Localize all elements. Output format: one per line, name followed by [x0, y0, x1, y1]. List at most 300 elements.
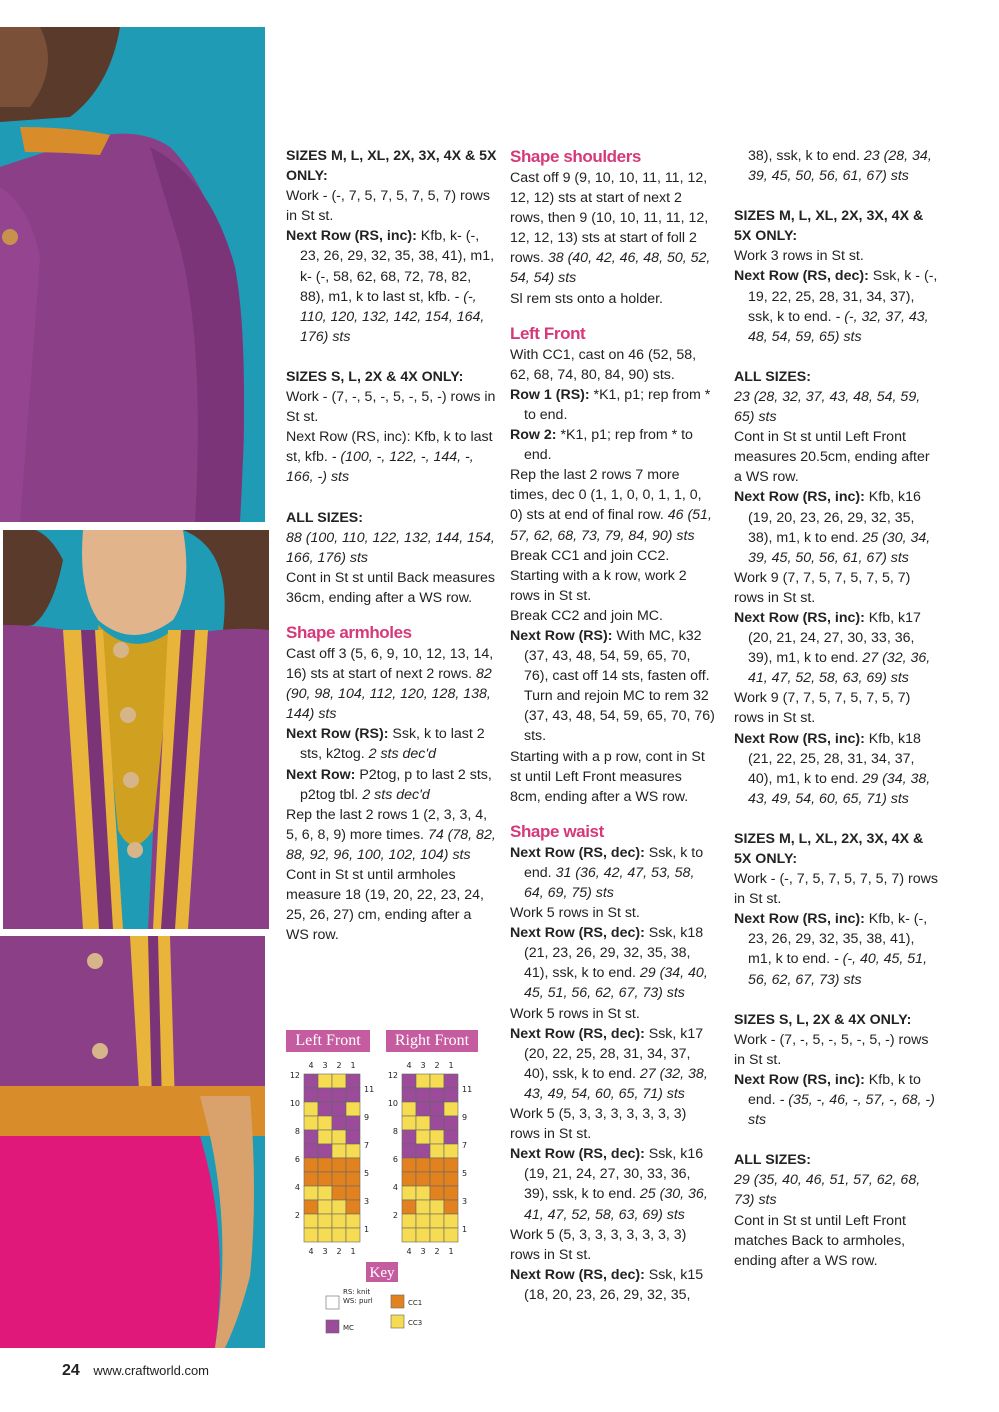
instruction-label: Next Row (RS, dec): [510, 1146, 645, 1163]
instruction-paragraph [734, 1070, 939, 1130]
instruction-text: Work - (7, -, 5, -, 5, -, 5, -) rows in St st. [734, 1031, 929, 1068]
section-heading: Left Front [510, 323, 586, 343]
right-front-chart-cell [430, 1144, 444, 1158]
left-front-chart-cell [332, 1074, 346, 1088]
stitch-count: 2 sts dec'd [362, 786, 430, 803]
left-front-col-label-bottom: 1 [350, 1247, 356, 1256]
chart-grids [286, 1030, 486, 1340]
instruction-label: Next Row (RS, dec): [510, 1266, 645, 1283]
left-front-chart-cell [332, 1102, 346, 1116]
right-front-chart-cell [402, 1116, 416, 1130]
left-front-col-label: 4 [308, 1061, 314, 1070]
left-front-chart-cell [318, 1214, 332, 1228]
instruction-label: Next Row (RS, dec): [510, 1025, 645, 1042]
size-heading: ALL SIZES: [734, 1152, 811, 1169]
left-front-chart-cell [346, 1214, 360, 1228]
right-front-row-label: 6 [392, 1155, 398, 1164]
instruction-label: Next Row (RS, inc): [734, 489, 865, 506]
stitch-count: 31 (36, 42, 47, 53, 58, 64, 69, 75) sts [524, 864, 695, 901]
right-front-chart-cell [444, 1158, 458, 1172]
right-front-chart-cell [416, 1228, 430, 1242]
spacer [734, 990, 939, 1010]
instruction-paragraph [286, 724, 498, 764]
page-number: 24 [62, 1362, 80, 1379]
stitch-count: - (-, 110, 120, 132, 142, 154, 164, 176) sts [300, 288, 485, 345]
right-front-row-label: 9 [462, 1113, 468, 1122]
instruction-paragraph [510, 626, 715, 747]
right-front-chart-cell [416, 1200, 430, 1214]
right-front-row-label: 3 [462, 1197, 468, 1206]
instruction-text: Next Row (RS, inc): Kfb, k to last st, kfb. [286, 429, 493, 466]
instruction-label: Next Row (RS, inc): [734, 609, 865, 626]
left-front-row-label: 2 [294, 1211, 300, 1220]
footer-url: www.craftworld.com [93, 1363, 209, 1378]
right-front-chart-cell [430, 1214, 444, 1228]
left-front-chart-cell [318, 1102, 332, 1116]
right-front-chart-cell [444, 1102, 458, 1116]
text-column-2 [510, 146, 715, 1305]
key-label-cc3: CC3 [408, 1319, 423, 1327]
instruction-text: Ssk, k - (-, 19, 22, 25, 28, 31, 34, 37), ssk, k to end. [748, 268, 938, 325]
instruction-text: Cast off 3 (5, 6, 9, 10, 12, 13, 14, 16) sts at start of next 2 rows. [286, 645, 494, 683]
text-column-1 [286, 146, 498, 945]
left-front-row-label: 6 [294, 1155, 300, 1164]
left-front-row-label: 5 [364, 1169, 370, 1178]
spacer [734, 186, 939, 206]
instruction-label: Next Row (RS, inc): [734, 730, 865, 747]
right-front-chart-cell [430, 1130, 444, 1144]
right-front-chart-cell [416, 1144, 430, 1158]
size-heading: SIZES S, L, 2X & 4X ONLY: [286, 368, 464, 385]
spacer [286, 608, 498, 622]
right-front-chart-cell [416, 1102, 430, 1116]
left-front-chart-cell [304, 1228, 318, 1242]
stitch-count: 27 (32, 36, 41, 47, 52, 58, 63, 69) sts [748, 650, 931, 687]
instruction-text: Kfb, k16 (19, 20, 23, 26, 29, 32, 35, 38), m1, k to end. [748, 489, 921, 546]
instruction-text: Work 3 rows in St st. [734, 248, 864, 265]
instruction-paragraph [734, 487, 939, 567]
left-front-chart-cell [304, 1214, 318, 1228]
right-front-col-label: 1 [448, 1061, 454, 1070]
left-front-col-label: 2 [336, 1061, 342, 1070]
right-front-chart-cell [444, 1130, 458, 1144]
right-front-chart-cell [402, 1186, 416, 1200]
right-front-row-label: 8 [392, 1127, 398, 1136]
left-front-chart-cell [346, 1102, 360, 1116]
left-front-chart-cell [304, 1088, 318, 1102]
instruction-text: Kfb, k to end. [748, 1071, 921, 1109]
colourwork-charts [286, 1030, 486, 1340]
left-front-chart-cell [332, 1088, 346, 1102]
key-title: Key [369, 1265, 395, 1281]
instruction-paragraph [734, 1211, 939, 1271]
instruction-paragraph [510, 606, 715, 626]
instruction-paragraph [286, 528, 498, 568]
left-front-chart-cell [304, 1130, 318, 1144]
instruction-paragraph [510, 168, 715, 289]
left-front-col-label-bottom: 3 [322, 1247, 328, 1256]
key-label-cc1: CC1 [408, 1299, 423, 1307]
left-front-chart-cell [304, 1116, 318, 1130]
right-front-chart-cell [430, 1186, 444, 1200]
right-front-col-label: 3 [420, 1061, 426, 1070]
right-front-chart-cell [416, 1074, 430, 1088]
instruction-paragraph [286, 765, 498, 805]
instruction-paragraph [510, 425, 715, 465]
section-heading: Shape armholes [286, 622, 412, 642]
size-heading: ALL SIZES: [286, 509, 363, 526]
left-front-chart-cell [346, 1088, 360, 1102]
instruction-paragraph [510, 1144, 715, 1224]
right-front-chart-cell [444, 1172, 458, 1186]
right-front-chart-cell [402, 1102, 416, 1116]
left-front-row-label: 8 [294, 1127, 300, 1136]
key-swatch-mc [326, 1320, 339, 1333]
section-heading: Shape waist [510, 821, 604, 841]
left-front-row-label: 4 [294, 1183, 300, 1192]
left-front-chart-cell [318, 1088, 332, 1102]
left-front-row-label: 7 [364, 1141, 370, 1150]
spacer [734, 347, 939, 367]
instruction-text: With MC, k32 (37, 43, 48, 54, 59, 65, 70, 76), cast off 14 sts, fasten off. Turn and rejoin MC to rem 32 (37, 43, 48, 54, 59, 65, 70, 76) sts. [524, 627, 715, 745]
instruction-label: Next Row (RS, dec): [510, 925, 645, 942]
stitch-count: 74 (78, 82, 88, 92, 96, 100, 102, 104) sts [286, 826, 496, 863]
instruction-paragraph [286, 387, 498, 427]
instruction-paragraph [734, 869, 939, 909]
right-front-chart-cell [430, 1158, 444, 1172]
instruction-paragraph [286, 427, 498, 487]
stitch-count: 2 sts dec'd [368, 746, 436, 763]
right-front-chart-cell [444, 1074, 458, 1088]
key-swatch-cc1 [391, 1295, 404, 1308]
instruction-text: Cont in St st until Back measures 36cm, ending after a WS row. [286, 569, 495, 606]
instruction-paragraph [510, 385, 715, 425]
instruction-text: Rep the last 2 rows 7 more times, dec 0 (1, 1, 0, 0, 1, 1, 0, 0) sts at end of final row. [510, 467, 702, 524]
instruction-paragraph [286, 226, 498, 347]
spacer [286, 488, 498, 508]
instruction-text: Ssk, k18 (21, 23, 26, 29, 32, 35, 38, 41), ssk, k to end. [524, 925, 704, 982]
instruction-text: Cont in St st until Left Front matches Back to armholes, ending after a WS row. [734, 1212, 906, 1269]
stitch-count: 38 (40, 42, 46, 48, 50, 52, 54, 54) sts [510, 250, 711, 287]
instruction-text: Work - (-, 7, 5, 7, 5, 7, 5, 7) rows in St st. [286, 188, 490, 225]
left-front-chart-cell [318, 1130, 332, 1144]
left-front-chart-cell [346, 1200, 360, 1214]
spacer [510, 309, 715, 323]
left-front-chart-cell [346, 1074, 360, 1088]
stitch-count: 46 (51, 57, 62, 68, 73, 79, 84, 90) sts [510, 507, 712, 544]
left-front-chart-cell [346, 1116, 360, 1130]
size-heading: SIZES M, L, XL, 2X, 3X, 4X & 5X ONLY: [734, 208, 924, 245]
instruction-paragraph [510, 1024, 715, 1104]
stitch-count: 23 (28, 32, 37, 43, 48, 54, 59, 65) sts [734, 388, 921, 426]
stitch-count: 25 (30, 36, 41, 47, 52, 58, 63, 69) sts [524, 1186, 708, 1223]
left-front-chart-cell [304, 1144, 318, 1158]
instruction-label: Next Row (RS): [510, 627, 613, 644]
right-front-chart-cell [430, 1102, 444, 1116]
left-front-chart-cell [318, 1228, 332, 1242]
instruction-text: Work 5 (5, 3, 3, 3, 3, 3, 3, 3) rows in St st. [510, 1226, 687, 1263]
left-front-chart-cell [318, 1158, 332, 1172]
instruction-paragraph [510, 923, 715, 1003]
instruction-label: Next Row: [286, 766, 356, 783]
instruction-paragraph [734, 568, 939, 608]
left-front-chart-cell [332, 1130, 346, 1144]
left-front-row-label: 3 [364, 1197, 370, 1206]
left-front-row-label: 10 [289, 1099, 300, 1108]
instruction-paragraph [510, 1104, 715, 1144]
instruction-paragraph [510, 345, 715, 385]
right-front-chart-cell [444, 1116, 458, 1130]
instruction-text: *K1, p1; rep from * to end. [524, 427, 693, 464]
chart-title-left-front: Left Front [286, 1030, 370, 1052]
right-front-row-label: 7 [462, 1141, 468, 1150]
instruction-paragraph [510, 747, 715, 807]
right-front-row-label: 4 [392, 1183, 398, 1192]
instruction-label: Row 1 (RS): [510, 386, 590, 403]
instruction-label: Next Row (RS, dec): [734, 268, 869, 285]
page-footer [62, 1362, 209, 1380]
instruction-text: Kfb, k- (-, 23, 26, 29, 32, 35, 38, 41), m1, k to end. [748, 911, 928, 968]
instruction-paragraph [510, 1225, 715, 1265]
stitch-count: - (35, -, 46, -, 57, -, 68, -) sts [748, 1092, 935, 1129]
instruction-label: Next Row (RS, inc): [734, 911, 865, 928]
text-column-3 [734, 146, 939, 1271]
right-front-row-label: 10 [387, 1099, 398, 1108]
chart-title-right-front: Right Front [386, 1030, 478, 1052]
right-front-col-label-bottom: 1 [448, 1247, 454, 1256]
instruction-paragraph [286, 568, 498, 608]
right-front-col-label-bottom: 3 [420, 1247, 426, 1256]
section-heading: Shape shoulders [510, 147, 641, 166]
left-front-chart-cell [332, 1228, 346, 1242]
spacer [286, 347, 498, 367]
size-heading: SIZES M, L, XL, 2X, 3X, 4X & 5X ONLY: [286, 148, 497, 185]
instruction-paragraph [510, 843, 715, 903]
instruction-text: Ssk, k to last 2 sts, k2tog. [300, 726, 485, 763]
right-front-chart-cell [444, 1144, 458, 1158]
stitch-count: 25 (30, 34, 39, 45, 50, 56, 61, 67) sts [748, 529, 931, 566]
right-front-chart-cell [402, 1158, 416, 1172]
spacer [734, 1130, 939, 1150]
instruction-label: Next Row (RS, inc): [734, 1071, 865, 1088]
instruction-text: Starting with a p row, cont in St st until Left Front measures 8cm, ending after a WS row. [510, 748, 705, 805]
instruction-text: Work 9 (7, 7, 5, 7, 5, 7, 5, 7) rows in St st. [734, 690, 911, 727]
left-front-chart-cell [304, 1172, 318, 1186]
instruction-paragraph [286, 186, 498, 226]
size-heading: SIZES S, L, 2X & 4X ONLY: [734, 1011, 912, 1028]
instruction-label: Row 2: [510, 427, 557, 444]
instruction-text: Work - (7, -, 5, -, 5, -, 5, -) rows in St st. [286, 389, 496, 426]
photo-cardigan-front [0, 527, 272, 932]
instruction-text: With CC1, cast on 46 (52, 58, 62, 68, 74, 80, 84, 90) sts. [510, 346, 697, 383]
left-front-row-label: 1 [364, 1225, 370, 1234]
instruction-label: Next Row (RS): [286, 726, 389, 743]
instruction-paragraph [510, 546, 715, 606]
key-swatch-cc3 [391, 1315, 404, 1328]
stitch-count: - (-, 40, 45, 51, 56, 62, 67, 73) sts [748, 951, 928, 988]
right-front-row-label: 2 [392, 1211, 398, 1220]
right-front-col-label: 4 [406, 1061, 412, 1070]
left-front-chart-cell [332, 1158, 346, 1172]
instruction-paragraph [734, 246, 939, 266]
instruction-paragraph [510, 465, 715, 545]
left-front-col-label: 3 [322, 1061, 328, 1070]
instruction-text: Ssk, k15 (18, 20, 23, 26, 29, 32, 35, [524, 1266, 704, 1303]
left-front-chart-cell [346, 1228, 360, 1242]
stitch-count: 29 (34, 38, 43, 49, 54, 60, 65, 71) sts [748, 770, 931, 807]
right-front-chart-cell [416, 1214, 430, 1228]
right-front-col-label-bottom: 2 [434, 1247, 440, 1256]
instruction-paragraph [734, 266, 939, 346]
stitch-count: 23 (28, 34, 39, 45, 50, 56, 61, 67) sts [748, 148, 932, 185]
spacer [734, 809, 939, 829]
key-swatch-knit [326, 1296, 339, 1309]
left-front-chart-cell [332, 1116, 346, 1130]
instruction-paragraph [286, 805, 498, 865]
instruction-text: Ssk, k17 (20, 22, 25, 28, 31, 34, 37, 40), ssk, k to end. [524, 1025, 704, 1082]
instruction-paragraph [510, 1004, 715, 1024]
photo-cardigan-shoulder [0, 27, 265, 522]
right-front-chart-cell [402, 1130, 416, 1144]
stitch-count: - (-, 32, 37, 43, 48, 54, 59, 65) sts [748, 308, 929, 345]
left-front-chart-cell [332, 1214, 346, 1228]
right-front-chart-cell [402, 1144, 416, 1158]
left-front-chart-cell [318, 1172, 332, 1186]
instruction-paragraph [734, 608, 939, 688]
instruction-text: Break CC1 and join CC2. Starting with a k row, work 2 rows in St st. [510, 547, 687, 604]
right-front-chart-cell [416, 1088, 430, 1102]
left-front-chart-cell [318, 1144, 332, 1158]
right-front-chart-cell [444, 1228, 458, 1242]
instruction-text: Kfb, k- (-, 23, 26, 29, 32, 35, 38, 41), m1, k- (-, 58, 62, 68, 72, 78, 82, 88), m1, k to last st, kfb. [300, 228, 495, 305]
instruction-text: Break CC2 and join MC. [510, 607, 663, 624]
right-front-chart-cell [430, 1116, 444, 1130]
instruction-paragraph [734, 146, 939, 186]
instruction-paragraph [510, 289, 715, 309]
right-front-chart-cell [416, 1130, 430, 1144]
left-front-chart-cell [304, 1102, 318, 1116]
right-front-chart-cell [444, 1200, 458, 1214]
right-front-row-label: 1 [462, 1225, 468, 1234]
right-front-chart-cell [444, 1186, 458, 1200]
instruction-paragraph [734, 387, 939, 427]
instruction-paragraph [510, 903, 715, 923]
photo-cardigan-hem [0, 936, 265, 1348]
right-front-row-label: 12 [387, 1071, 398, 1080]
instruction-text: Rep the last 2 rows 1 (2, 3, 3, 4, 5, 6, 8, 9) more times. [286, 806, 488, 843]
stitch-count: 88 (100, 110, 122, 132, 144, 154, 166, 176) sts [286, 529, 495, 566]
left-front-chart-cell [332, 1144, 346, 1158]
instruction-text: Cast off 9 (9, 10, 10, 11, 11, 12, 12, 12) sts at start of next 2 rows, then 9 (10, 10, 11, 11, 12, 12, 12, 13) sts at start of foll 2 rows. [510, 170, 709, 267]
instruction-label: Next Row (RS, dec): [510, 844, 645, 861]
instruction-text: 38), ssk, k to end. [748, 148, 864, 164]
right-front-chart-cell [402, 1172, 416, 1186]
right-front-chart-cell [430, 1074, 444, 1088]
instruction-text: Cont in St st until Left Front measures 20.5cm, ending after a WS row. [734, 429, 930, 486]
left-front-chart-cell [318, 1200, 332, 1214]
left-front-chart-cell [346, 1186, 360, 1200]
stitch-count: 29 (34, 40, 45, 51, 56, 62, 67, 73) sts [524, 965, 708, 1002]
left-front-chart-cell [346, 1158, 360, 1172]
instruction-paragraph [734, 729, 939, 809]
right-front-chart-cell [430, 1088, 444, 1102]
right-front-chart-cell [416, 1116, 430, 1130]
left-front-col-label: 1 [350, 1061, 356, 1070]
right-front-col-label: 2 [434, 1061, 440, 1070]
instruction-text: Work 9 (7, 7, 5, 7, 5, 7, 5, 7) rows in St st. [734, 569, 911, 606]
instruction-text: Work - (-, 7, 5, 7, 5, 7, 5, 7) rows in St st. [734, 871, 938, 908]
instruction-paragraph [734, 1170, 939, 1210]
stitch-count: 82 (90, 98, 104, 112, 120, 128, 138, 144) sts [286, 666, 492, 723]
left-front-chart-cell [346, 1144, 360, 1158]
left-front-chart-cell [304, 1200, 318, 1214]
stitch-count: - (100, -, 122, -, 144, -, 166, -) sts [286, 449, 474, 486]
instruction-text: P2tog, p to last 2 sts, p2tog tbl. [300, 766, 492, 803]
left-front-col-label-bottom: 2 [336, 1247, 342, 1256]
left-front-chart-cell [304, 1074, 318, 1088]
spacer [510, 807, 715, 821]
instruction-paragraph [734, 688, 939, 728]
left-front-chart-cell [304, 1158, 318, 1172]
left-front-chart-cell [304, 1186, 318, 1200]
instruction-text: Sl rem sts onto a holder. [510, 290, 663, 307]
size-heading: SIZES M, L, XL, 2X, 3X, 4X & 5X ONLY: [734, 830, 924, 867]
right-front-chart-cell [402, 1214, 416, 1228]
right-front-chart-cell [430, 1172, 444, 1186]
right-front-chart-cell [430, 1200, 444, 1214]
instruction-paragraph [286, 644, 498, 724]
instruction-text: Kfb, k17 (20, 21, 24, 27, 30, 33, 36, 39), m1, k to end. [748, 609, 921, 667]
instruction-paragraph [734, 1030, 939, 1070]
right-front-chart-cell [416, 1186, 430, 1200]
right-front-chart-cell [430, 1228, 444, 1242]
right-front-chart-cell [402, 1074, 416, 1088]
left-front-chart-cell [332, 1172, 346, 1186]
instruction-paragraph [734, 909, 939, 989]
right-front-chart-cell [444, 1088, 458, 1102]
instruction-text: Kfb, k18 (21, 22, 25, 28, 31, 34, 37, 40), m1, k to end. [748, 730, 921, 787]
right-front-col-label-bottom: 4 [406, 1247, 412, 1256]
left-front-col-label-bottom: 4 [308, 1247, 314, 1256]
instruction-text: Work 5 rows in St st. [510, 1005, 640, 1022]
instruction-paragraph [734, 427, 939, 487]
key-label-knit: RS: knit [343, 1288, 371, 1296]
instruction-text: Ssk, k16 (19, 21, 24, 27, 30, 33, 36, 39), ssk, k to end. [524, 1146, 704, 1203]
right-front-chart-cell [402, 1200, 416, 1214]
key-label-purl: WS: purl [343, 1297, 373, 1305]
instruction-text: Work 5 (5, 3, 3, 3, 3, 3, 3, 3) rows in St st. [510, 1106, 687, 1143]
instruction-text: *K1, p1; rep from * to end. [524, 386, 711, 423]
left-front-chart-cell [318, 1186, 332, 1200]
instruction-paragraph [510, 1265, 715, 1305]
stitch-count: 29 (35, 40, 46, 51, 57, 62, 68, 73) sts [734, 1172, 921, 1209]
left-front-row-label: 11 [364, 1085, 375, 1094]
instruction-paragraph [286, 865, 498, 945]
left-front-chart-cell [346, 1130, 360, 1144]
size-heading: ALL SIZES: [734, 368, 811, 385]
left-front-chart-cell [332, 1200, 346, 1214]
left-front-chart-cell [318, 1116, 332, 1130]
instruction-text: Cont in St st until armholes measure 18 (19, 20, 22, 23, 24, 25, 26, 27) cm, ending after a WS row. [286, 867, 484, 944]
left-front-chart-cell [318, 1074, 332, 1088]
instruction-text: Work 5 rows in St st. [510, 905, 640, 922]
instruction-text: Ssk, k to end. [524, 844, 704, 881]
right-front-row-label: 11 [462, 1085, 473, 1094]
right-front-row-label: 5 [462, 1169, 468, 1178]
stitch-count: 27 (32, 38, 43, 49, 54, 60, 65, 71) sts [524, 1065, 708, 1102]
left-front-chart-cell [332, 1186, 346, 1200]
right-front-chart-cell [416, 1158, 430, 1172]
